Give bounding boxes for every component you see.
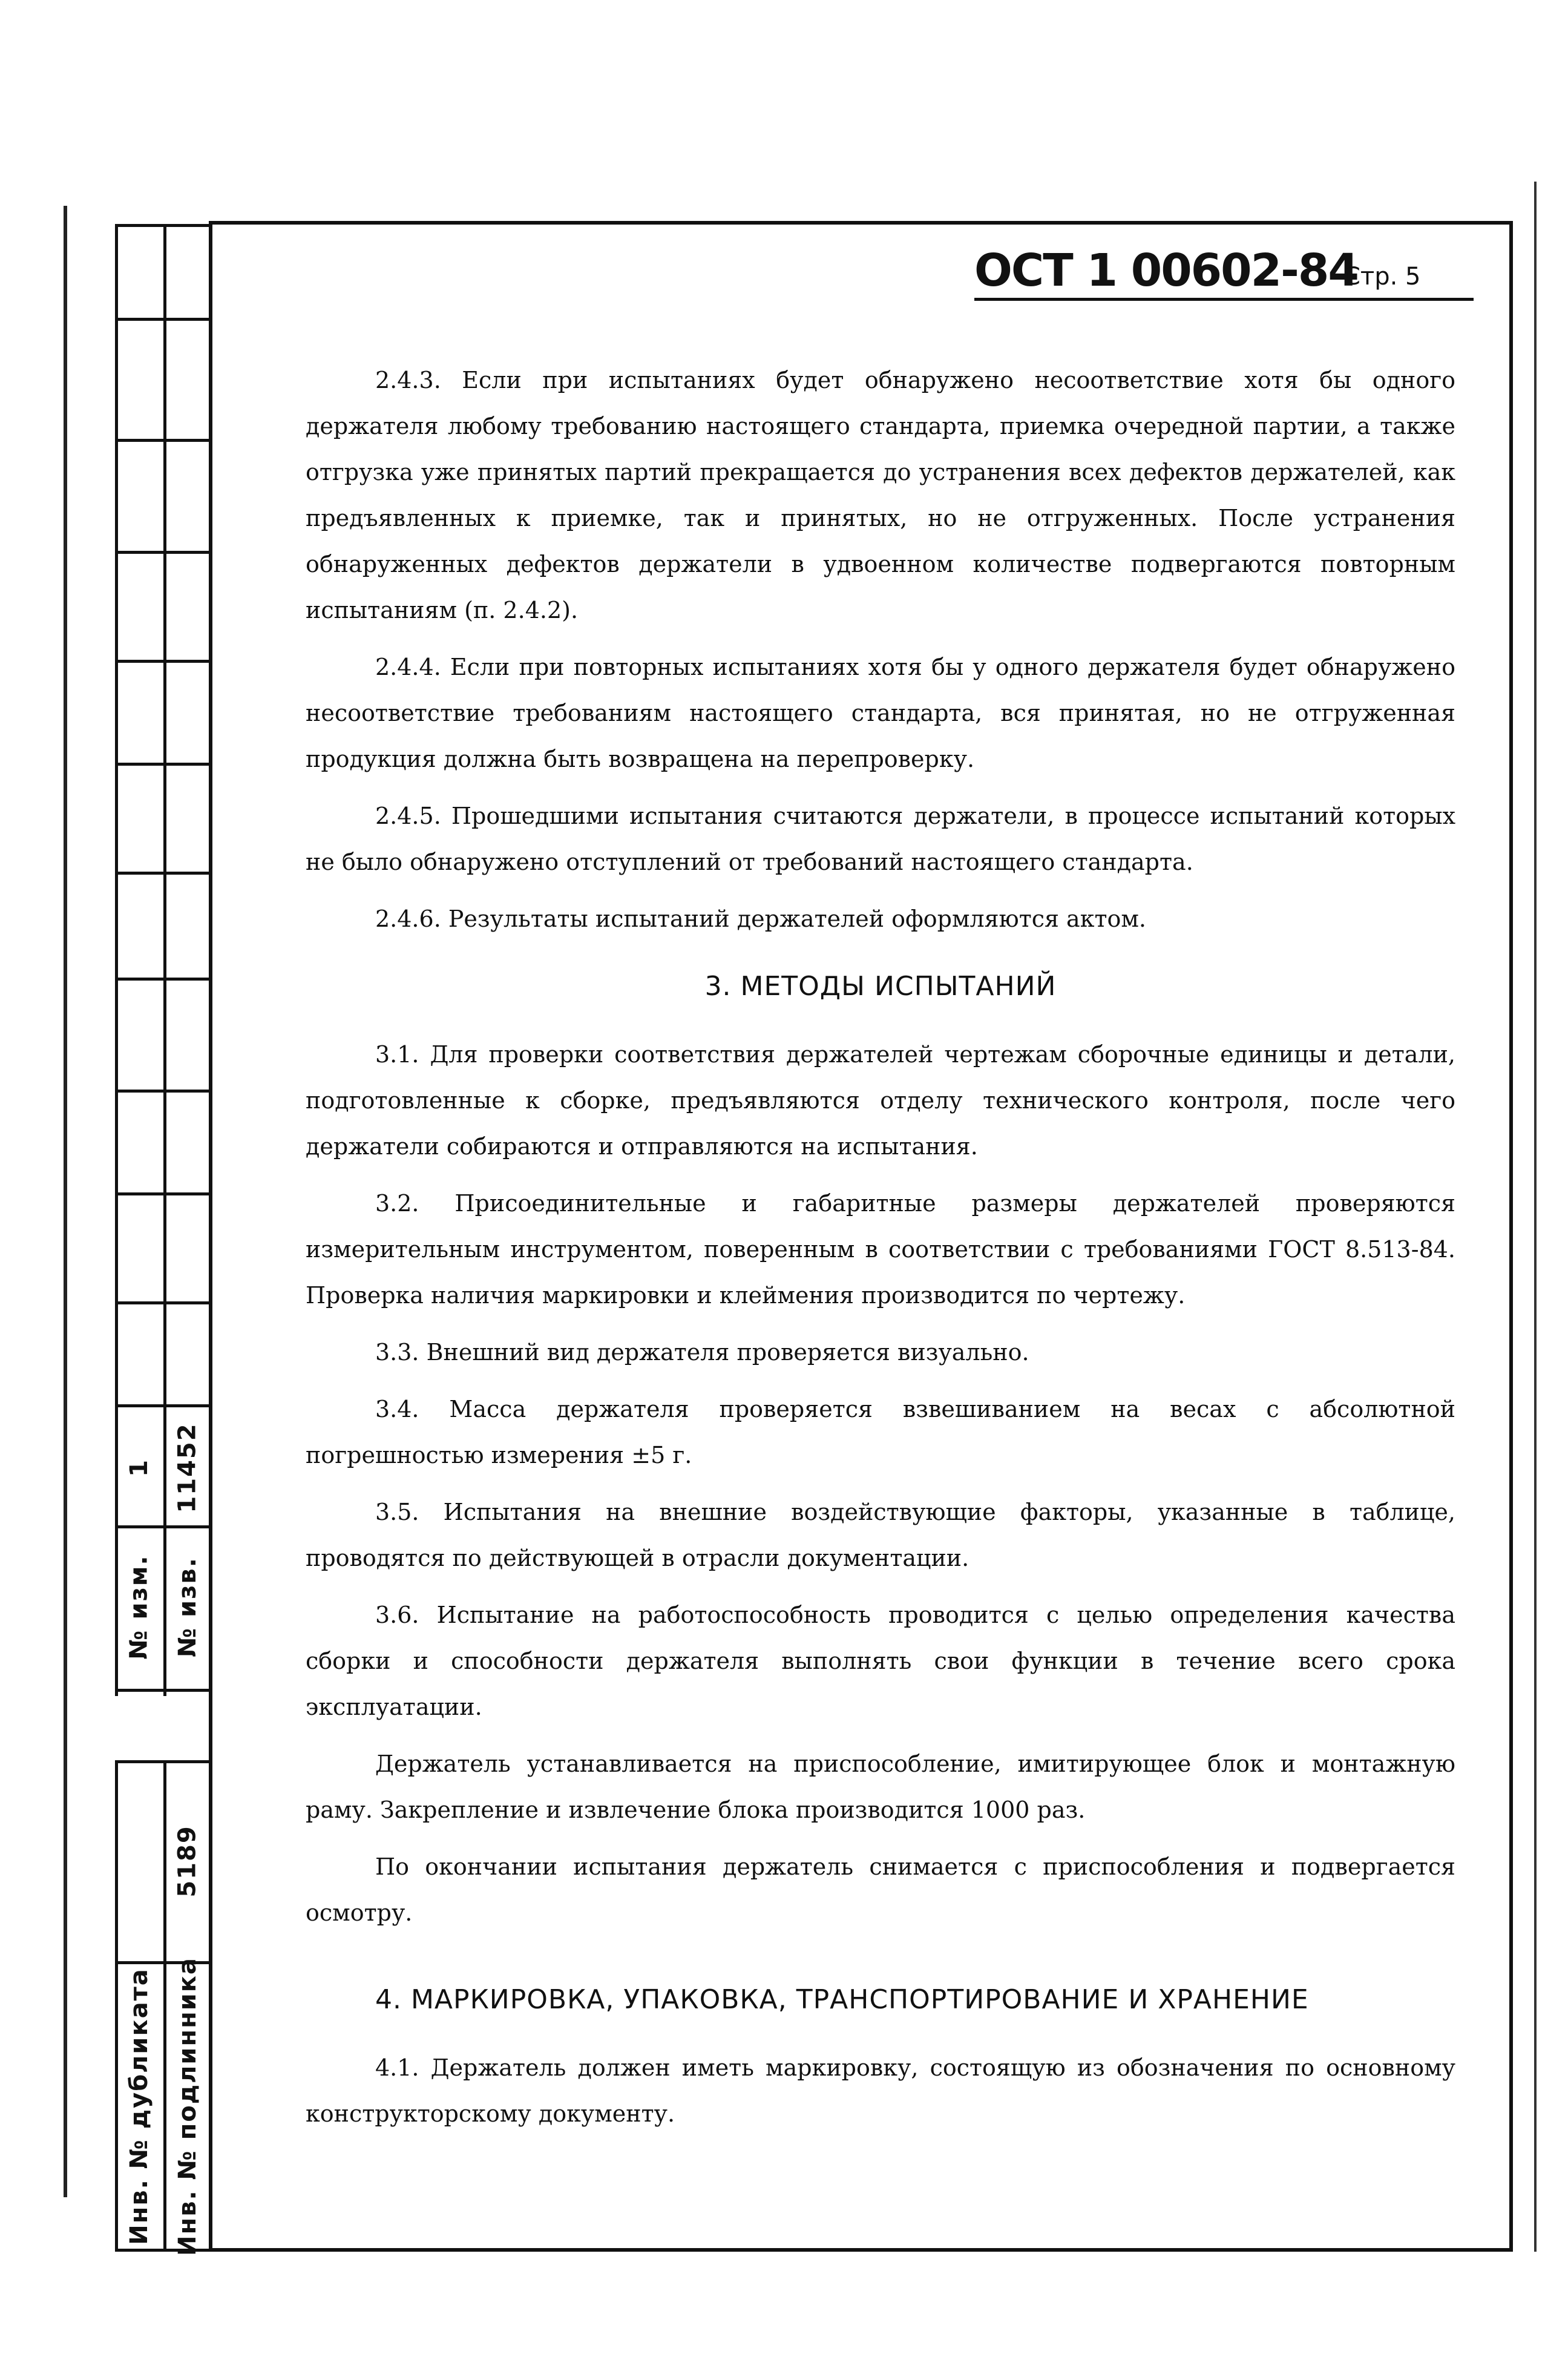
margin-divider <box>115 1192 212 1195</box>
paragraph-3-6-c: По окончании испытания держатель снимается с приспособления и подвергается осмотру. <box>306 1853 1455 1926</box>
inv-dubl-label: Инв. № дубликата <box>125 1968 154 2245</box>
dubl-value: 5189 <box>174 1825 202 1898</box>
header-rule <box>974 298 1474 301</box>
paragraph-3-4: 3.4. Масса держателя проверяется взвешиванием на весах с абсолютной погрешностью измерения ±5 г. <box>306 1396 1455 1468</box>
section-4-title: 4. МАРКИРОВКА, УПАКОВКА, ТРАНСПОРТИРОВАНИЕ И ХРАНЕНИЕ <box>375 1984 1309 2015</box>
dubl-value-cell <box>166 1767 209 1955</box>
izv-label-cell <box>166 1531 209 1683</box>
izm-label: № изм. <box>125 1554 153 1660</box>
margin-divider <box>115 660 212 663</box>
margin-gap <box>109 1696 218 1763</box>
scan-edge-right <box>1534 182 1537 2252</box>
margin-divider <box>115 763 212 766</box>
paragraph-3-1: 3.1. Для проверки соответствия держателей чертежам сборочные единицы и детали, подготовленные к сборке, предъявляются отделу технического контроля, после чего держатели собираются и отправляются на испытания. <box>306 1041 1455 1160</box>
paragraph-4-1: 4.1. Держатель должен иметь маркировку, состоящую из обозначения по основному конструкторскому документу. <box>306 2054 1455 2127</box>
margin-divider <box>115 1760 212 1763</box>
izv-value: 11452 <box>174 1422 202 1513</box>
paragraph-3-5: 3.5. Испытания на внешние воздействующие факторы, указанные в таблице, проводятся по действующей в отрасли документации. <box>306 1499 1455 1571</box>
inv-dubl-cell <box>118 1967 160 2246</box>
page-number: Стр. 5 <box>1343 263 1421 291</box>
scan-edge-left <box>64 206 67 2197</box>
izv-value-cell <box>166 1410 209 1525</box>
margin-col-1 <box>115 224 163 2252</box>
margin-divider <box>115 1090 212 1093</box>
margin-divider <box>115 318 212 321</box>
paragraph-2-4-6: 2.4.6. Результаты испытаний держателей оформляются актом. <box>375 906 1147 932</box>
margin-divider <box>115 1301 212 1304</box>
margin-divider <box>115 1689 212 1692</box>
paragraph-2-4-4: 2.4.4. Если при повторных испытаниях хотя бы у одного держателя будет обнаружено несоответствие требованиям настоящего стандарта, вся принятая, но не отгруженная продукция должна быть возвращена на перепроверку. <box>306 654 1455 772</box>
margin-divider <box>115 224 212 227</box>
margin-divider <box>115 1525 212 1528</box>
paragraph-2-4-3: 2.4.3. Если при испытаниях будет обнаружено несоответствие хотя бы одного держателя любому требованию настоящего стандарта, приемка очередной партии, а также отгрузка уже принятых партий прекращается до устранения всех дефектов держателей, как предъявленных к приемке, так и принятых, но не отгруженных. После устранения обнаруженных дефектов держатели в удвоенном количестве подвергаются повторным испытаниям (п. 2.4.2). <box>306 367 1455 623</box>
izm-value: 1 <box>125 1459 153 1477</box>
document-code: ОСТ 1 00602-84 <box>974 245 1358 297</box>
paragraph-3-2: 3.2. Присоединительные и габаритные размеры держателей проверяются измерительным инструментом, поверенным в соответствии с требованиями ГОСТ 8.513-84. Проверка наличия маркировки и клеймения производится по чертежу. <box>306 1190 1455 1309</box>
margin-strip <box>115 224 212 2256</box>
paragraph-2-4-5: 2.4.5. Прошедшими испытания считаются держатели, в процессе испытаний которых не было обнаружено отступлений от требований настоящего стандарта. <box>306 803 1455 875</box>
inv-podl-cell <box>166 1957 209 2256</box>
izv-label: № изв. <box>174 1557 202 1657</box>
section-3-title: 3. МЕТОДЫ ИСПЫТАНИЙ <box>704 971 1057 1002</box>
inv-podl-label: Инв. № подлинника <box>174 1957 202 2256</box>
izm-value-cell <box>118 1416 160 1519</box>
izm-label-cell <box>118 1531 160 1683</box>
margin-divider <box>115 872 212 875</box>
margin-divider <box>115 978 212 981</box>
margin-divider <box>115 551 212 554</box>
paragraph-3-6: 3.6. Испытание на работоспособность проводится с целью определения качества сборки и способности держателя выполнять свои функции в течение всего срока эксплуатации. <box>306 1602 1455 1720</box>
paragraph-3-3: 3.3. Внешний вид держателя проверяется визуально. <box>375 1339 1029 1366</box>
paragraph-3-6-b: Держатель устанавливается на приспособление, имитирующее блок и монтажную раму. Закрепление и извлечение блока производится 1000 раз. <box>306 1751 1455 1823</box>
margin-divider <box>115 1404 212 1407</box>
margin-divider <box>115 439 212 442</box>
page-body <box>306 357 1455 2148</box>
